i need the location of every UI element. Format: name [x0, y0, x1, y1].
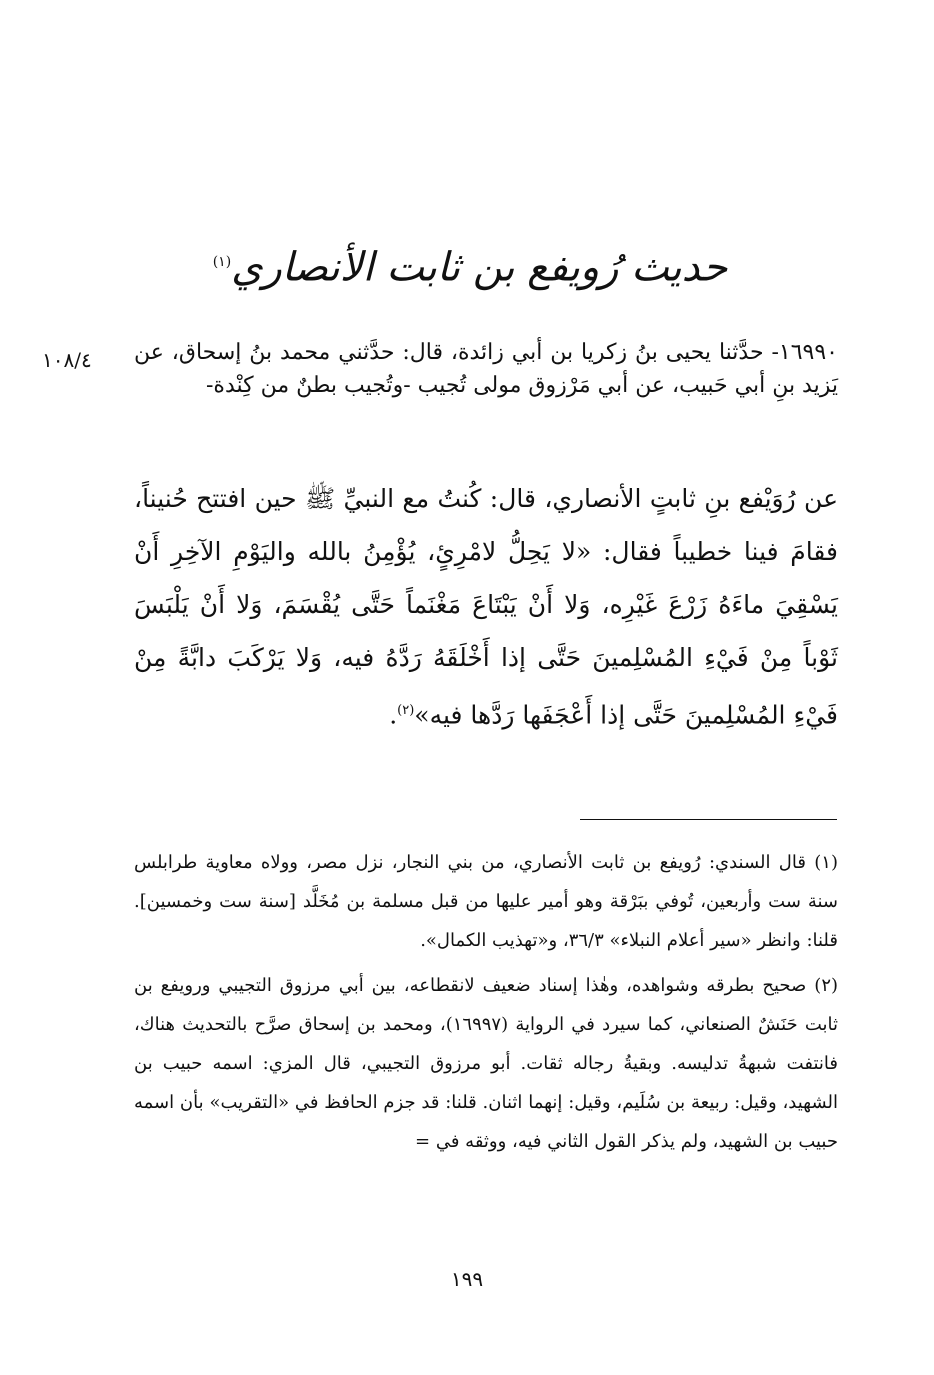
hadith-isnad: [134, 336, 838, 402]
chapter-title: حديث رُويفع بن ثابت الأنصاري: [231, 244, 728, 291]
footnote-number: (١): [814, 852, 838, 873]
footnote-2: [134, 966, 838, 1161]
matn-text: عن رُوَيْفع بنِ ثابتٍ الأنصاري، قال: كُنتُ مع النبيِّ ﷺ حين افتتح حُنيناً، فقامَ فينا خطيباً فقال: «لا يَحِلُّ لامْرِئٍ، يُؤْمِنُ بالله واليَوْمِ الآخِرِ أَنْ يَسْقِيَ ماءَهُ زَرْعَ غَيْرِه، وَلا أَنْ يَبْتَاعَ مَغْنَماً حَتَّى يُقْسَمَ، وَلا أَنْ يَلْبَسَ ثَوْباً مِنْ فَيْءِ المُسْلِمينَ حَتَّى إذا أَخْلَقَهُ رَدَّهُ فيه، وَلا يَرْكَبَ دابَّةً مِنْ فَيْءِ المُسْلِمينَ حَتَّى إذا أَعْجَفَها رَدَّها فيه»: [134, 484, 838, 730]
footnote-text: قال السندي: رُويفع بن ثابت الأنصاري، من بني النجار، نزل مصر، وولاه معاوية طرابلس سنة ست وأربعين، تُوفي ببَرْقة وهو أمير عليها من قبل مسلمة بن مُخَلَّد [سنة ست وخمسين]. قلنا: وانظر «سير أعلام النبلاء» ٣٦/٣، و«تهذيب الكمال».: [134, 852, 838, 951]
footnote-number: (٢): [814, 975, 839, 996]
footnote-1: [134, 843, 838, 960]
matn-footnote-ref: (٢): [397, 703, 415, 718]
page-number: ١٩٩: [450, 1267, 484, 1291]
footnote-text: صحيح بطرقه وشواهده، وهٰذا إسناد ضعيف لانقطاعه، بين أبي مرزوق التجيبي ورويفع بن ثابت حَنَشٌ الصنعاني، كما سيرد في الرواية (١٦٩٩٧)، ومحمد بن إسحاق صرَّح بالتحديث هناك، فانتفت شبهةُ تدليسه. وبقيةُ رجاله ثقات. أبو مرزوق التجيبي، قال المزي: اسمه حبيب بن الشهيد، وقيل: ربيعة بن سُلَيم، وقيل: إنهما اثنان. قلنا: قد جزم الحافظ في «التقريب» بأن اسمه حبيب بن الشهيد، ولم يذكر القول الثاني فيه، ووثقه في =: [134, 975, 839, 1152]
footnote-separator: [580, 819, 837, 820]
footnotes: [134, 843, 838, 1167]
margin-volume-page-reference: ١٠٨/٤: [42, 348, 92, 372]
hadith-matn: [134, 472, 838, 741]
chapter-heading: [150, 232, 790, 297]
matn-end: .: [389, 700, 398, 730]
heading-footnote-ref: (١): [212, 254, 232, 270]
isnad-text: ١٦٩٩٠- حدَّثنا يحيى بنُ زكريا بن أبي زائدة، قال: حدَّثني محمد بنُ إسحاق، عن يَزيد بنِ أبي حَبيب، عن أبي مَرْزوق مولى تُجيب -وتُجيب بطنٌ من كِنْدة-: [134, 340, 838, 398]
